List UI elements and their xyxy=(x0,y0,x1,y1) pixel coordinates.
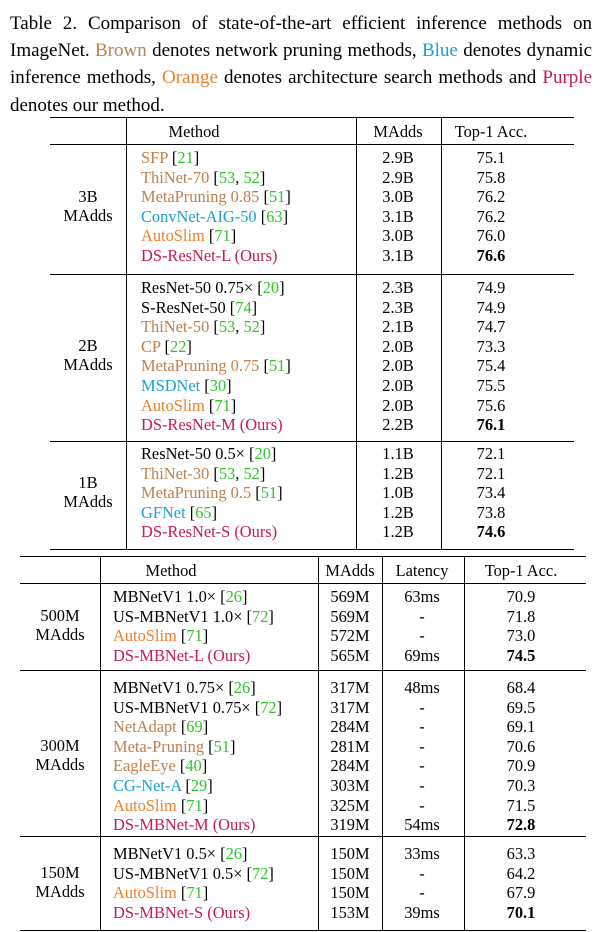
method-cell: EagleEye [40] xyxy=(113,756,208,776)
column-divider xyxy=(382,670,383,836)
column-divider xyxy=(100,670,101,836)
top1-acc-cell: 73.0 xyxy=(506,626,536,646)
column-divider xyxy=(318,836,319,930)
citation-link[interactable]: 53 xyxy=(218,317,236,337)
madds-cell: 150M xyxy=(330,863,370,883)
top1-acc-cell: 76.6 xyxy=(476,246,506,265)
latency-cell: - xyxy=(419,717,425,737)
top1-acc-cell: 69.1 xyxy=(506,717,536,737)
latency-cell: 63ms xyxy=(404,587,440,606)
madds-cell: 281M xyxy=(330,736,370,756)
citation-link[interactable]: 22 xyxy=(170,336,187,356)
column-divider xyxy=(318,556,319,583)
caption-blue-text: denotes dynamic inference methods, xyxy=(10,40,593,89)
madds-cell: 284M xyxy=(330,756,370,776)
method-name: MBNetV1 0.5× xyxy=(113,844,217,863)
method-cell: MetaPruning 0.85 [51] xyxy=(141,187,291,207)
top1-acc-cell: 69.5 xyxy=(506,697,536,717)
top1-acc-cell: 74.9 xyxy=(476,278,506,297)
method-cell xyxy=(113,645,251,665)
column-divider xyxy=(441,441,442,549)
madds-cell: 2.0B xyxy=(382,356,414,376)
method-cell: S-ResNet-50 [74] xyxy=(141,297,258,317)
madds-cell: 303M xyxy=(330,776,370,795)
latency-cell: - xyxy=(419,736,425,756)
top1-acc-cell: 72.1 xyxy=(476,444,506,463)
header-latency: Latency xyxy=(395,561,449,580)
madds-cell: 2.9B xyxy=(382,148,414,167)
header-acc: Top-1 Acc. xyxy=(454,122,528,141)
top1-acc-cell: 64.2 xyxy=(506,863,536,883)
citation-link[interactable]: 65 xyxy=(195,502,212,522)
group-rule xyxy=(20,670,586,671)
caption-brown-text: denotes network pruning methods, xyxy=(152,40,417,62)
method-name: ThiNet-50 xyxy=(141,317,210,337)
madds-cell: 569M xyxy=(330,606,370,626)
method-cell: CG-Net-A [29] xyxy=(113,776,213,795)
madds-cell: 319M xyxy=(330,815,370,835)
madds-cell: 317M xyxy=(330,697,370,717)
madds-cell: 1.2B xyxy=(382,522,414,542)
method-name: US-MBNetV1 0.75× xyxy=(113,697,251,717)
method-name: AutoSlim xyxy=(113,883,177,903)
method-cell: ThiNet-70 [53, 52] xyxy=(141,167,266,187)
method-name: Meta-Pruning xyxy=(113,736,205,756)
method-name: SFP xyxy=(141,148,168,167)
method-name: DS-ResNet-L (Ours) xyxy=(141,246,278,265)
madds-cell: 2.3B xyxy=(382,278,414,297)
top1-acc-cell: 72.1 xyxy=(476,463,506,483)
madds-cell: 3.1B xyxy=(382,206,414,226)
method-name: AutoSlim xyxy=(113,795,177,815)
method-cell: US-MBNetV1 1.0× [72] xyxy=(113,606,274,626)
column-divider xyxy=(356,117,357,144)
latency-cell: - xyxy=(419,776,425,795)
citation-link[interactable]: 52 xyxy=(243,167,260,187)
method-name: MetaPruning 0.75 xyxy=(141,356,260,376)
madds-cell: 3.0B xyxy=(382,187,414,207)
madds-cell: 569M xyxy=(330,587,370,606)
madds-cell: 150M xyxy=(330,844,370,863)
latency-cell: 33ms xyxy=(404,844,440,863)
citation-link[interactable]: 21 xyxy=(177,148,194,167)
method-cell: MetaPruning 0.75 [51] xyxy=(141,356,291,376)
citation-link[interactable]: 26 xyxy=(225,587,242,606)
header-acc: Top-1 Acc. xyxy=(484,561,558,580)
caption-blue-word: Blue xyxy=(421,40,458,62)
madds-cell: 1.0B xyxy=(382,483,414,503)
method-cell: ConvNet-AIG-50 [63] xyxy=(141,206,289,226)
method-cell: US-MBNetV1 0.5× [72] xyxy=(113,863,274,883)
citation-link[interactable]: 52 xyxy=(243,463,260,483)
header-rule xyxy=(50,144,574,145)
method-name: MetaPruning 0.5 xyxy=(141,483,252,503)
method-name: MetaPruning 0.85 xyxy=(141,187,260,207)
top1-acc-cell: 76.2 xyxy=(476,187,506,207)
madds-cell: 153M xyxy=(330,902,370,922)
column-divider xyxy=(126,441,127,549)
method-cell: SFP [21] xyxy=(141,148,200,167)
method-cell: US-MBNetV1 0.75× [72] xyxy=(113,697,283,717)
header-rule xyxy=(20,583,586,584)
method-name: MBNetV1 0.75× xyxy=(113,678,225,697)
citation-link[interactable]: 51 xyxy=(213,736,230,756)
latency-cell: 69ms xyxy=(404,645,440,665)
top1-acc-cell: 73.3 xyxy=(476,336,506,356)
method-name: CG-Net-A xyxy=(113,776,182,795)
method-name: AutoSlim xyxy=(141,395,205,415)
madds-cell: 2.9B xyxy=(382,167,414,187)
group-label-size: 500M xyxy=(40,606,80,626)
madds-cell: 572M xyxy=(330,626,370,646)
top1-acc-cell: 74.6 xyxy=(476,522,506,542)
madds-cell: 1.1B xyxy=(382,444,414,463)
method-name: GFNet xyxy=(141,502,186,522)
citation-link[interactable]: 72 xyxy=(252,606,269,626)
column-divider xyxy=(464,556,465,583)
citation-link[interactable]: 71 xyxy=(186,883,203,903)
column-divider xyxy=(356,274,357,441)
header-method: Method xyxy=(145,561,197,580)
group-label-unit: MAdds xyxy=(35,625,85,645)
method-name: ResNet-50 0.75× xyxy=(141,278,254,297)
method-name: ConvNet-AIG-50 xyxy=(141,206,257,226)
top1-acc-cell: 74.7 xyxy=(476,317,506,337)
citation-link[interactable]: 63 xyxy=(266,206,283,226)
method-cell: AutoSlim [71] xyxy=(113,795,209,815)
citation-link[interactable]: 53 xyxy=(218,463,236,483)
citation-link[interactable]: 26 xyxy=(225,844,242,863)
latency-cell: - xyxy=(419,863,425,883)
table-caption xyxy=(10,10,592,119)
header-method: Method xyxy=(168,122,220,141)
method-name: CP xyxy=(141,336,161,356)
citation-link[interactable]: 51 xyxy=(268,187,286,207)
latency-cell: - xyxy=(419,606,425,626)
madds-cell: 1.2B xyxy=(382,463,414,483)
column-divider xyxy=(382,556,383,583)
madds-cell: 150M xyxy=(330,883,370,903)
top1-acc-cell: 73.4 xyxy=(476,483,506,503)
madds-cell: 2.3B xyxy=(382,297,414,317)
column-divider xyxy=(382,583,383,670)
method-cell: AutoSlim [71] xyxy=(113,883,209,903)
table-bottom-rule xyxy=(20,930,586,931)
column-divider xyxy=(356,144,357,274)
latency-cell: - xyxy=(419,626,425,646)
madds-cell: 2.0B xyxy=(382,336,414,356)
citation-link[interactable]: 20 xyxy=(254,444,271,463)
top1-acc-cell: 76.2 xyxy=(476,206,506,226)
method-cell: AutoSlim [71] xyxy=(141,395,237,415)
method-name: ResNet-50 0.5× xyxy=(141,444,245,463)
citation-link[interactable]: 74 xyxy=(235,297,252,317)
column-divider xyxy=(441,144,442,274)
latency-cell: 54ms xyxy=(404,815,440,835)
top1-acc-cell: 75.6 xyxy=(476,395,506,415)
group-label-unit: MAdds xyxy=(63,492,113,511)
method-cell xyxy=(113,902,251,922)
column-divider xyxy=(100,583,101,670)
group-rule xyxy=(20,836,586,837)
top1-acc-cell: 72.8 xyxy=(506,815,536,835)
madds-cell: 565M xyxy=(330,645,370,665)
group-rule xyxy=(50,441,574,442)
method-name: DS-ResNet-M (Ours) xyxy=(141,415,283,435)
citation-link[interactable]: 51 xyxy=(260,483,278,503)
group-rule xyxy=(50,274,574,275)
madds-cell: 2.1B xyxy=(382,317,414,337)
citation-link[interactable]: 71 xyxy=(214,395,231,415)
group-label-size: 3B xyxy=(78,186,98,206)
latency-cell: - xyxy=(419,756,425,776)
column-divider xyxy=(100,836,101,930)
top1-acc-cell: 71.8 xyxy=(506,606,536,626)
method-cell xyxy=(141,524,277,540)
method-cell: AutoSlim [71] xyxy=(141,226,237,246)
citation-link[interactable]: 71 xyxy=(186,626,203,646)
top1-acc-cell: 71.5 xyxy=(506,795,536,815)
latency-cell: - xyxy=(419,795,425,815)
method-cell: ThiNet-50 [53, 52] xyxy=(141,317,266,337)
citation-link[interactable]: 26 xyxy=(233,678,251,697)
method-cell: Meta-Pruning [51] xyxy=(113,736,236,756)
latency-cell: 39ms xyxy=(404,902,440,922)
madds-cell: 2.2B xyxy=(382,415,414,435)
method-cell: MetaPruning 0.5 [51] xyxy=(141,483,283,503)
method-cell xyxy=(141,248,277,264)
citation-link[interactable]: 71 xyxy=(214,226,231,246)
method-cell: MBNetV1 1.0× [26] xyxy=(113,587,248,606)
column-divider xyxy=(382,836,383,930)
latency-cell: 48ms xyxy=(404,678,440,697)
top1-acc-cell: 70.6 xyxy=(506,736,536,756)
citation-link[interactable]: 51 xyxy=(268,356,286,376)
caption-prefix: Table 2. Comparison of state-of-the-art efficient inference methods on ImageNet. xyxy=(10,13,592,62)
method-name: MSDNet xyxy=(141,376,201,395)
caption-orange-text: denotes architecture search methods and xyxy=(223,67,537,89)
group-label-size: 1B xyxy=(78,473,98,492)
column-divider xyxy=(318,670,319,836)
method-cell: ResNet-50 0.5× [20] xyxy=(141,444,277,463)
caption-orange-word: Orange xyxy=(161,67,218,89)
header-madds: MAdds xyxy=(325,561,375,580)
madds-cell: 317M xyxy=(330,678,370,697)
top1-acc-cell: 63.3 xyxy=(506,844,536,863)
top1-acc-cell: 73.8 xyxy=(476,502,506,522)
caption-purple-word: Purple xyxy=(542,67,592,89)
method-name: DS-MBNet-S (Ours) xyxy=(113,902,251,922)
citation-link[interactable]: 71 xyxy=(186,795,203,815)
top1-acc-cell: 76.1 xyxy=(476,415,506,435)
method-cell: ThiNet-30 [53, 52] xyxy=(141,463,266,483)
method-name: S-ResNet-50 xyxy=(141,297,226,317)
column-divider xyxy=(318,583,319,670)
top1-acc-cell: 70.9 xyxy=(506,587,536,606)
group-label-size: 2B xyxy=(78,336,98,356)
table-top-rule xyxy=(20,556,586,557)
column-divider xyxy=(126,117,127,144)
table-bottom-rule xyxy=(50,549,574,550)
group-label-unit: MAdds xyxy=(63,205,113,225)
method-name: MBNetV1 1.0× xyxy=(113,587,217,606)
citation-link[interactable]: 72 xyxy=(252,863,269,883)
group-label-unit: MAdds xyxy=(35,755,85,775)
top1-acc-cell: 75.8 xyxy=(476,167,506,187)
method-cell: MSDNet [30] xyxy=(141,376,232,395)
citation-link[interactable]: 40 xyxy=(185,756,202,776)
method-name: AutoSlim xyxy=(113,626,177,646)
citation-link[interactable]: 53 xyxy=(218,167,236,187)
top1-acc-cell: 70.9 xyxy=(506,756,536,776)
top1-acc-cell: 67.9 xyxy=(506,883,536,903)
top1-acc-cell: 68.4 xyxy=(506,678,536,697)
group-label-unit: MAdds xyxy=(63,355,113,375)
column-divider xyxy=(126,144,127,274)
method-cell: CP [22] xyxy=(141,336,192,356)
column-divider xyxy=(356,441,357,549)
madds-cell: 284M xyxy=(330,717,370,737)
caption-brown-word: Brown xyxy=(95,40,147,62)
group-label-size: 150M xyxy=(40,863,80,883)
method-name: US-MBNetV1 0.5× xyxy=(113,863,243,883)
method-cell: MBNetV1 0.75× [26] xyxy=(113,678,256,697)
method-name: DS-MBNet-L (Ours) xyxy=(113,645,251,665)
column-divider xyxy=(441,274,442,441)
madds-cell: 3.0B xyxy=(382,226,414,246)
madds-cell: 3.1B xyxy=(382,246,414,265)
top1-acc-cell: 76.0 xyxy=(476,226,506,246)
method-cell: AutoSlim [71] xyxy=(113,626,209,646)
madds-cell: 2.0B xyxy=(382,376,414,395)
madds-cell: 2.0B xyxy=(382,395,414,415)
citation-link[interactable]: 20 xyxy=(262,278,280,297)
madds-cell: 325M xyxy=(330,795,370,815)
column-divider xyxy=(100,556,101,583)
top1-acc-cell: 75.1 xyxy=(476,148,506,167)
method-cell: NetAdapt [69] xyxy=(113,717,209,737)
method-name: US-MBNetV1 1.0× xyxy=(113,606,243,626)
method-name: DS-ResNet-S (Ours) xyxy=(141,522,278,542)
method-cell: GFNet [65] xyxy=(141,502,218,522)
citation-link[interactable]: 52 xyxy=(243,317,260,337)
top1-acc-cell: 74.5 xyxy=(506,645,536,665)
citation-link[interactable]: 30 xyxy=(209,376,227,395)
method-name: EagleEye xyxy=(113,756,176,776)
column-divider xyxy=(126,274,127,441)
madds-cell: 1.2B xyxy=(382,502,414,522)
method-cell xyxy=(141,417,283,433)
column-divider xyxy=(464,670,465,836)
top1-acc-cell: 75.4 xyxy=(476,356,506,376)
column-divider xyxy=(464,836,465,930)
table-top-rule xyxy=(50,117,574,118)
method-name: NetAdapt xyxy=(113,717,177,737)
header-madds: MAdds xyxy=(373,122,423,141)
column-divider xyxy=(441,117,442,144)
group-label-size: 300M xyxy=(40,736,80,756)
latency-cell: - xyxy=(419,697,425,717)
citation-link[interactable]: 69 xyxy=(186,717,203,737)
method-cell xyxy=(113,817,256,833)
top1-acc-cell: 70.3 xyxy=(506,776,536,795)
method-cell: MBNetV1 0.5× [26] xyxy=(113,844,248,863)
method-name: ThiNet-70 xyxy=(141,167,210,187)
top1-acc-cell: 74.9 xyxy=(476,297,506,317)
method-cell: ResNet-50 0.75× [20] xyxy=(141,278,285,297)
method-name: ThiNet-30 xyxy=(141,463,210,483)
method-name: AutoSlim xyxy=(141,226,205,246)
citation-link[interactable]: 29 xyxy=(190,776,208,795)
top1-acc-cell: 75.5 xyxy=(476,376,506,395)
caption-purple-text: denotes our method. xyxy=(10,94,165,116)
column-divider xyxy=(464,583,465,670)
method-name: DS-MBNet-M (Ours) xyxy=(113,815,256,835)
group-label-unit: MAdds xyxy=(35,882,85,902)
top1-acc-cell: 70.1 xyxy=(506,902,536,922)
latency-cell: - xyxy=(419,883,425,903)
citation-link[interactable]: 72 xyxy=(260,697,277,717)
